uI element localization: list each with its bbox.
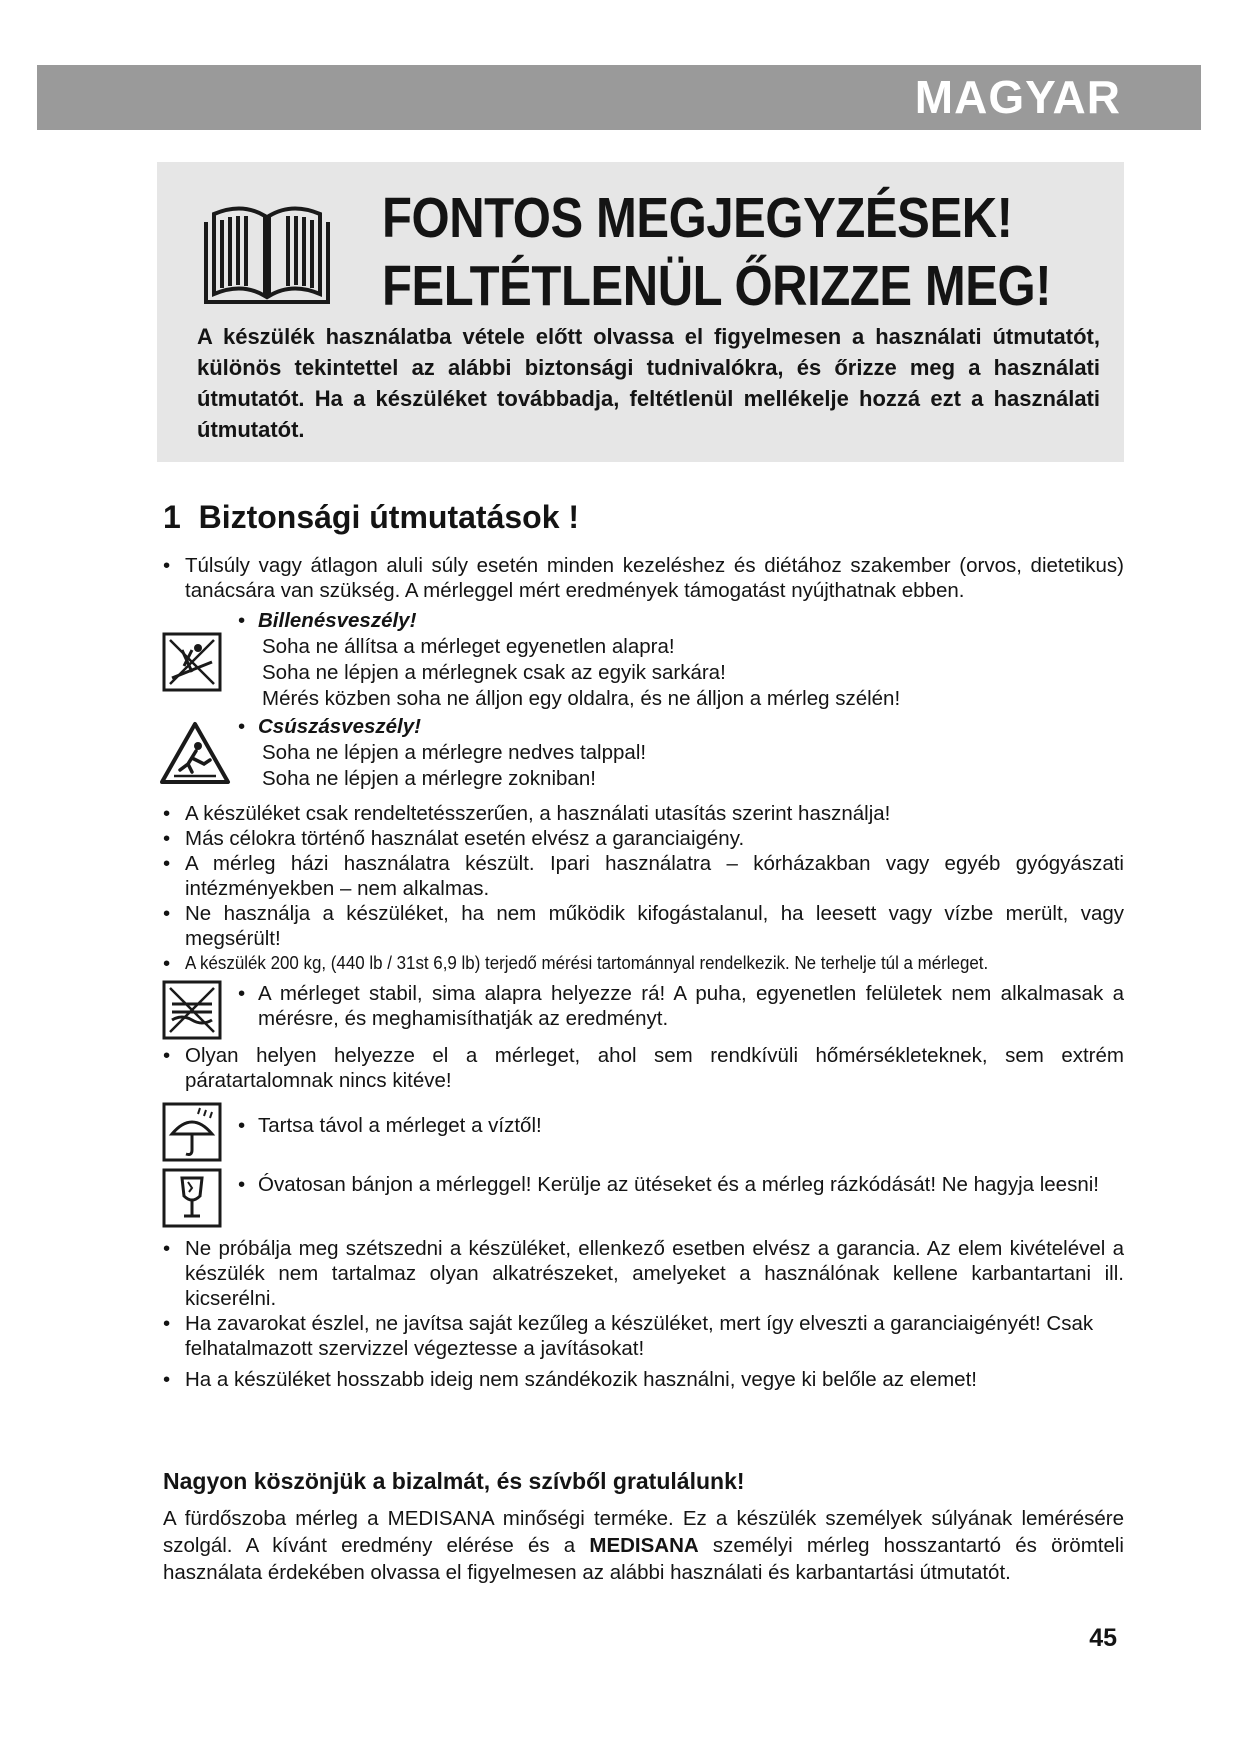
- notice-title-line2: FELTÉTLENÜL ŐRIZZE MEG!: [382, 254, 1052, 318]
- bullet-dot: •: [238, 1173, 246, 1196]
- fragile-handling-text: Óvatosan bánjon a mérleggel! Kerülje az ütéseket és a mérleg rázkódását! Ne hagyja leesni!: [258, 1173, 1099, 1196]
- bullet-repairs: Ha zavarokat észlel, ne javítsa saját kezűleg a készüléket, mert így elveszti a garanciaigényét! Csak felhatalmazott szervizzel végeztesse a javításokat!: [185, 1312, 1094, 1360]
- keep-dry-umbrella-icon: [162, 1102, 222, 1162]
- tipping-hazard-line1: Soha ne állítsa a mérleget egyenetlen alapra!: [262, 635, 675, 658]
- bullet-dot: •: [163, 902, 171, 925]
- bullet-temperature-humidity: Olyan helyen helyezze el a mérleget, ahol sem rendkívüli hőmérsékleteknek, sem extrém páratartalomnak nincs kitéve!: [185, 1044, 1124, 1092]
- bullet-dot: •: [238, 715, 246, 738]
- bullet-dot: •: [238, 1114, 246, 1137]
- section-heading: [163, 499, 579, 536]
- slipping-hazard-line2: Soha ne lépjen a mérlegre zokniban!: [262, 767, 596, 790]
- tipping-hazard-line2: Soha ne lépjen a mérlegnek csak az egyik sarkára!: [262, 661, 726, 684]
- section-number: 1: [163, 499, 181, 535]
- bullet-remove-battery: Ha a készüléket hosszabb ideig nem szándékozik használni, vegye ki belőle az elemet!: [185, 1368, 977, 1391]
- notice-intro-text: A készülék használatba vétele előtt olvassa el figyelmesen a használati útmutatót, különös tekintettel az alábbi biztonsági tudnivalókra, és őrizze meg a használati útmutatót. Ha a készüléket továbbadja, feltétlenül mellékelje hozzá ezt a használati útmutatót.: [197, 324, 1100, 442]
- thanks-body: [163, 1505, 1124, 1586]
- bullet-home-use: A mérleg házi használatra készült. Ipari használatra – kórházakban vagy egyéb gyógyászati intézményekben – nem alkalmas.: [185, 852, 1124, 900]
- notice-title: [382, 184, 1051, 320]
- bullet-dot: •: [163, 1044, 171, 1067]
- language-label: MAGYAR: [914, 71, 1121, 123]
- tipping-warning-icon: [162, 632, 222, 692]
- slipping-warning-icon: [158, 720, 232, 786]
- bullet-dot: •: [163, 1368, 171, 1391]
- bullet-dot: •: [163, 802, 171, 825]
- bullet-dot: •: [163, 852, 171, 875]
- bullet-dot: •: [163, 554, 171, 577]
- stable-surface-text: A mérleget stabil, sima alapra helyezze rá! A puha, egyenetlen felületek nem alkalmasak a mérésre, és meghamisíthatják az eredményt.: [258, 982, 1124, 1030]
- slipping-hazard-line1: Soha ne lépjen a mérlegre nedves talppal!: [262, 741, 647, 764]
- brand-name: MEDISANA: [589, 1534, 699, 1557]
- page-number: 45: [1089, 1624, 1117, 1652]
- bullet-overweight-advice: Túlsúly vagy átlagon aluli súly esetén minden kezeléshez és diétához szakember (orvos, dietetikus) tanácsára van szükség. A mérleggel mért eredmények támogatást nyújthatnak ebben.: [185, 554, 1124, 602]
- section-title: Biztonsági útmutatások !: [198, 499, 580, 535]
- bullet-intended-use: A készüléket csak rendeltetésszerűen, a használati utasítás szerint használja!: [185, 802, 891, 825]
- bullet-capacity: A készülék 200 kg, (440 lb / 31st 6,9 lb) terjedő mérési tartománnyal rendelkezik. Ne terhelje túl a mérleget.: [185, 953, 989, 973]
- bullet-do-not-disassemble: Ne próbálja meg szétszedni a készüléket, ellenkező esetben elvész a garancia. Az elem kivételével a készülék nem tartalmaz olyan alkatrészeket, amelyeket a használónak kellene karbantartani ill. kicserélni.: [185, 1237, 1124, 1310]
- bullet-dot: •: [163, 827, 171, 850]
- tipping-hazard-title: Billenésveszély!: [258, 609, 417, 632]
- fragile-glass-icon: [162, 1168, 222, 1228]
- bullet-warranty-loss: Más célokra történő használat esetén elvész a garanciaigény.: [185, 827, 745, 850]
- bullet-dot: •: [238, 982, 246, 1005]
- bullet-dot: •: [163, 952, 171, 975]
- thanks-body-part2: személyi mérleg hosszantartó és örömteli használata érdekében olvassa el figyelmesen az alábbi használati és karbantartási útmutatót.: [163, 1534, 1124, 1584]
- bullet-dot: •: [163, 1237, 171, 1260]
- bullet-dot: •: [163, 1312, 171, 1335]
- notice-title-line1: FONTOS MEGJEGYZÉSEK!: [382, 186, 1013, 250]
- keep-dry-text: Tartsa távol a mérleget a víztől!: [258, 1114, 542, 1137]
- tipping-hazard-line3: Mérés közben soha ne álljon egy oldalra, és ne álljon a mérleg szélén!: [262, 687, 901, 710]
- thanks-body-part1: A fürdőszoba mérleg a MEDISANA minőségi terméke. Ez a készülék személyek súlyának lemérésére szolgál. A kívánt eredmény elérése és a: [163, 1507, 1124, 1557]
- thanks-heading: Nagyon köszönjük a bizalmát, és szívből gratulálunk!: [163, 1468, 745, 1494]
- language-header-bar: [37, 65, 1201, 130]
- uneven-surface-warning-icon: [162, 980, 222, 1040]
- open-book-icon: [202, 202, 332, 307]
- slipping-hazard-title: Csúszásveszély!: [258, 715, 421, 738]
- important-notice-box: [157, 162, 1124, 462]
- bullet-damaged-device: Ne használja a készüléket, ha nem működik kifogástalanul, ha leesett vagy vízbe merült, vagy megsérült!: [185, 902, 1124, 950]
- bullet-dot: •: [238, 609, 246, 632]
